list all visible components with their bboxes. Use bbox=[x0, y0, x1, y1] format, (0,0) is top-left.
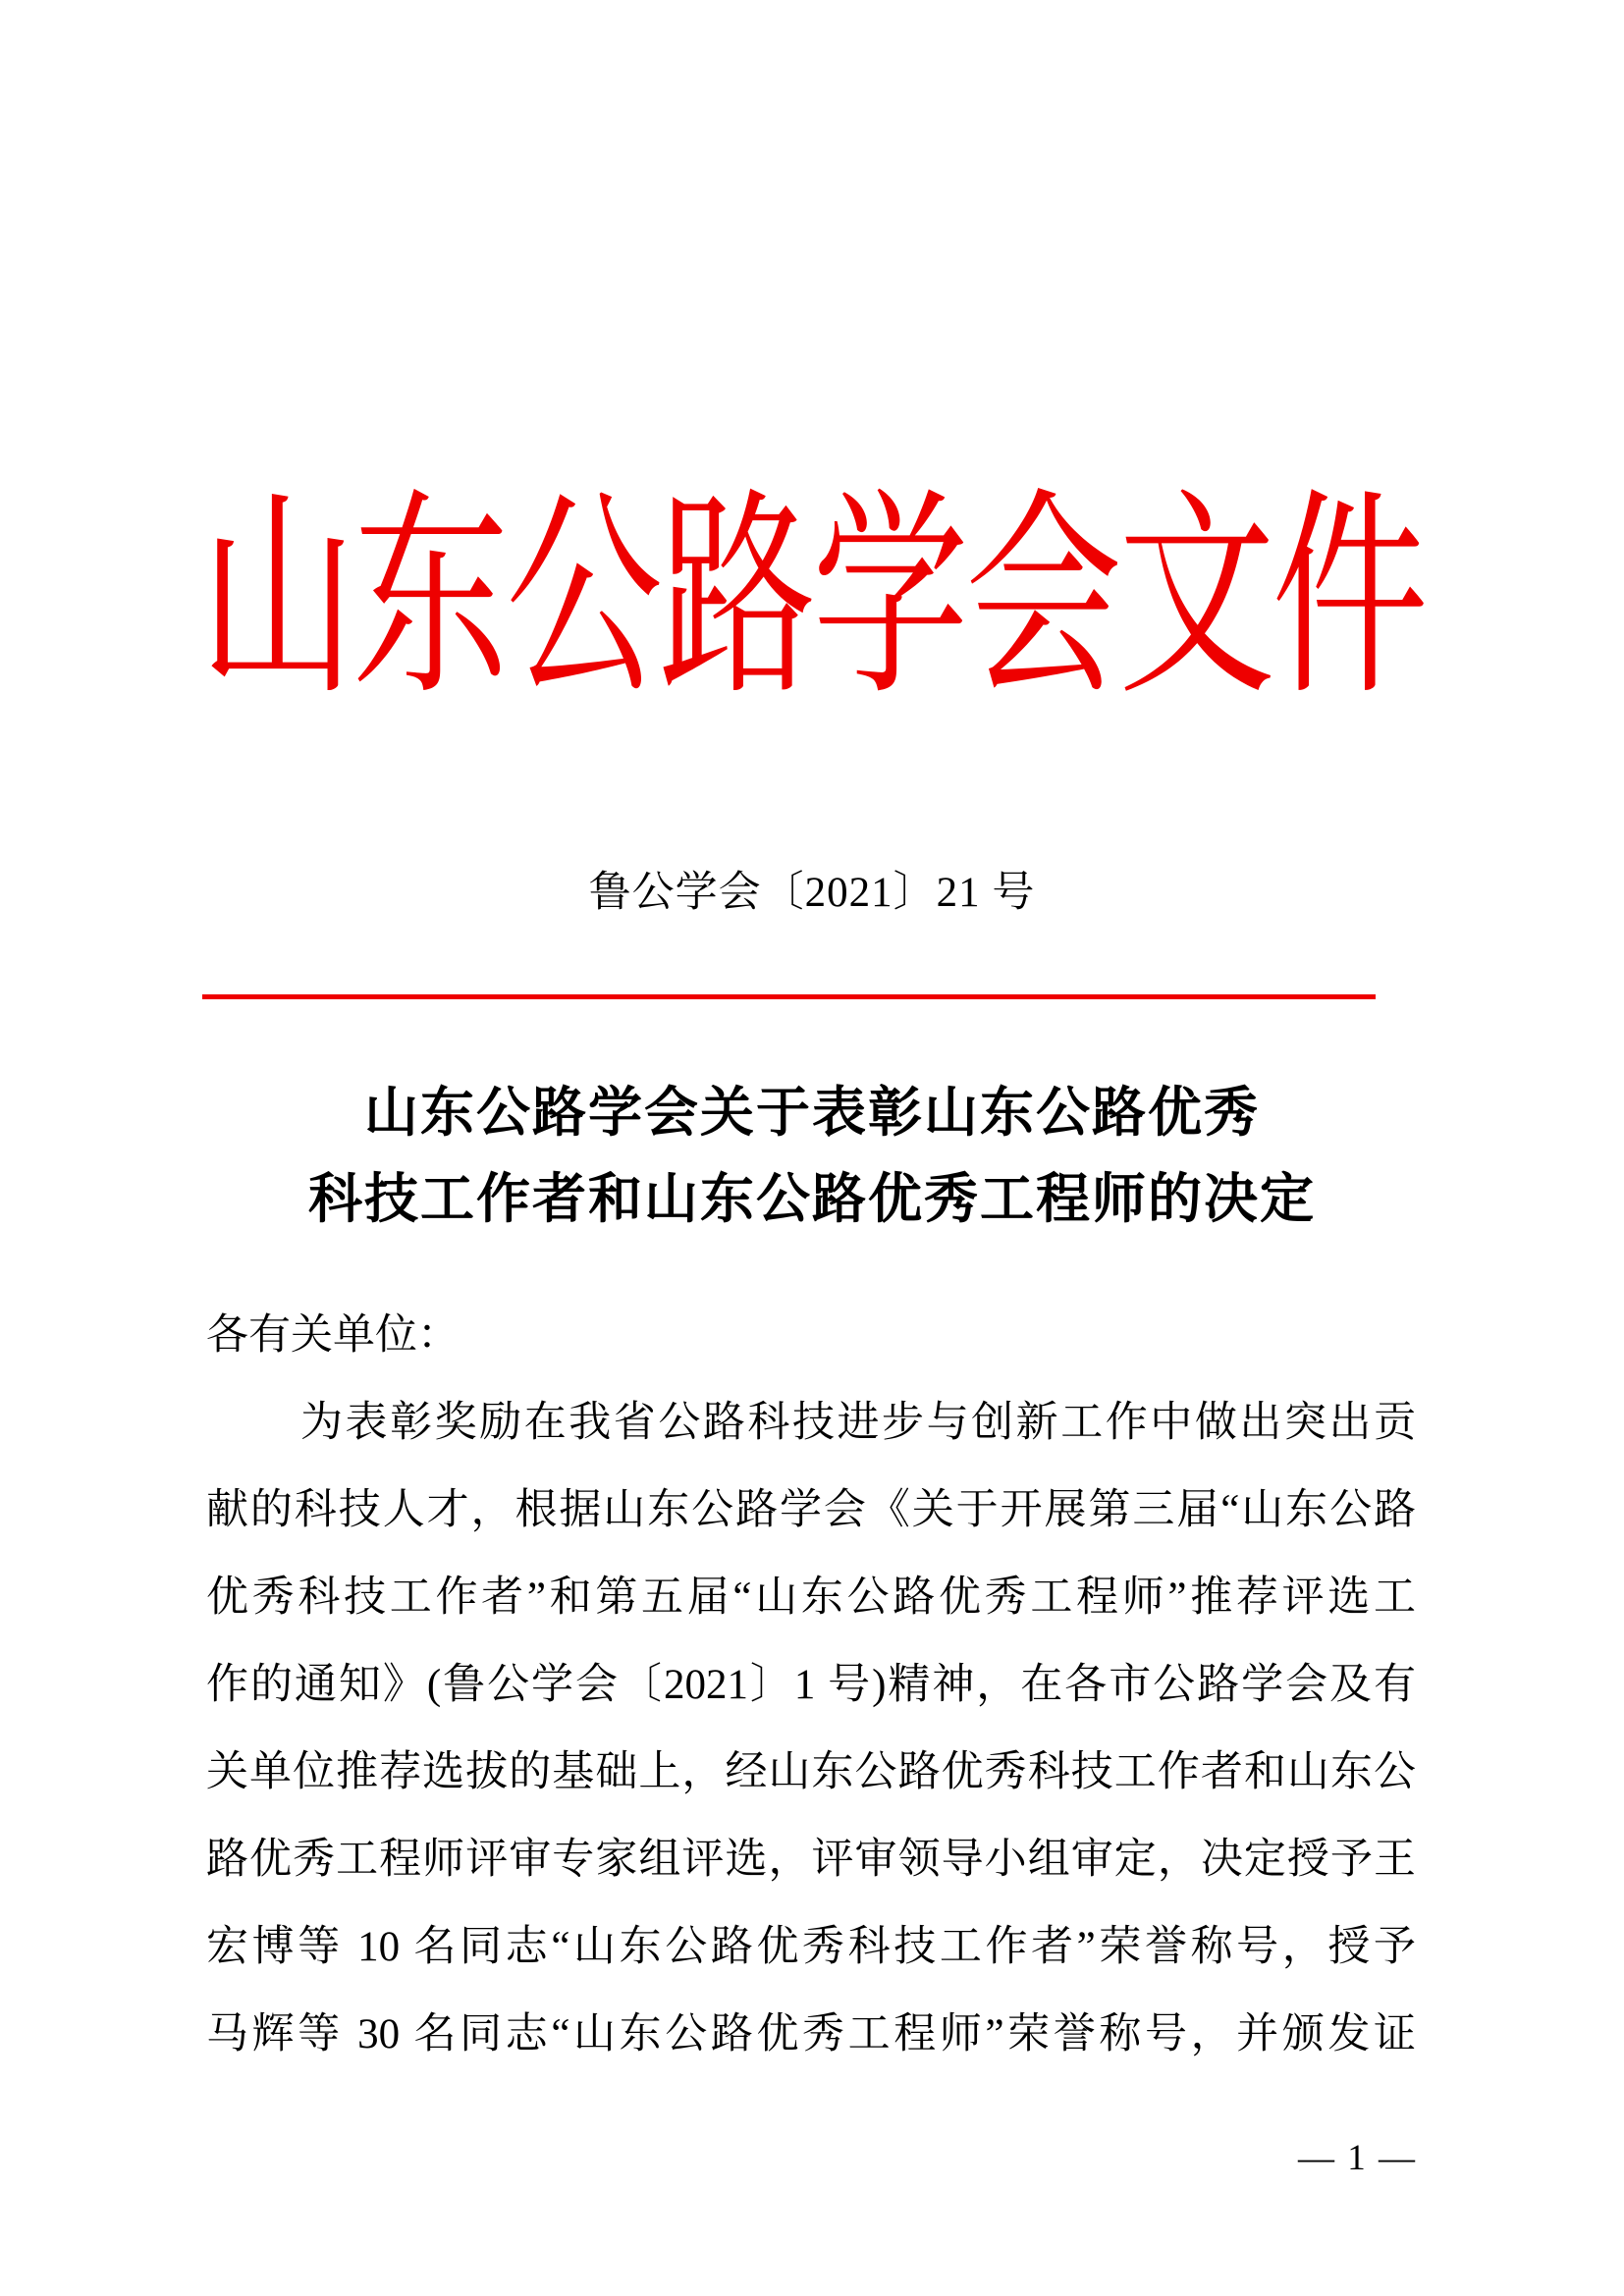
paragraph-line: 为表彰奖励在我省公路科技进步与创新工作中做出突出贡 bbox=[300, 1400, 1416, 1446]
document-body bbox=[206, 1292, 1416, 2078]
paragraph-line: 马辉等 30 名同志“山东公路优秀工程师”荣誉称号，并颁发证 bbox=[206, 2011, 1416, 2057]
paragraph-line: 宏博等 10 名同志“山东公路优秀科技工作者”荣誉称号，授予 bbox=[206, 1924, 1416, 1970]
doc-title bbox=[0, 1070, 1624, 1243]
doc-title-line-1: 山东公路学会关于表彰山东公路优秀 bbox=[363, 1083, 1260, 1143]
red-divider-line bbox=[202, 994, 1376, 999]
doc-title-line-2: 科技工作者和山东公路优秀工程师的决定 bbox=[307, 1169, 1316, 1229]
paragraph-line: 作的通知》(鲁公学会〔2021〕1 号)精神，在各市公路学会及有 bbox=[206, 1662, 1416, 1708]
paragraph bbox=[206, 1379, 1416, 2078]
paragraph-line: 关单位推荐选拔的基础上，经山东公路优秀科技工作者和山东公 bbox=[206, 1749, 1416, 1795]
doc-number: 鲁公学会〔2021〕21 号 bbox=[588, 870, 1036, 916]
paragraph-line: 路优秀工程师评审专家组评选，评审领导小组审定，决定授予王 bbox=[206, 1837, 1416, 1883]
paragraph-line: 优秀科技工作者”和第五届“山东公路优秀工程师”推荐评选工 bbox=[206, 1575, 1416, 1621]
page-number: — 1 — bbox=[1298, 2138, 1417, 2178]
paragraph-line: 献的科技人才，根据山东公路学会《关于开展第三届“山东公路 bbox=[206, 1487, 1416, 1533]
letterhead-org-title: 山东公路学会文件 bbox=[198, 476, 1425, 721]
salutation: 各有关单位： bbox=[206, 1312, 460, 1359]
